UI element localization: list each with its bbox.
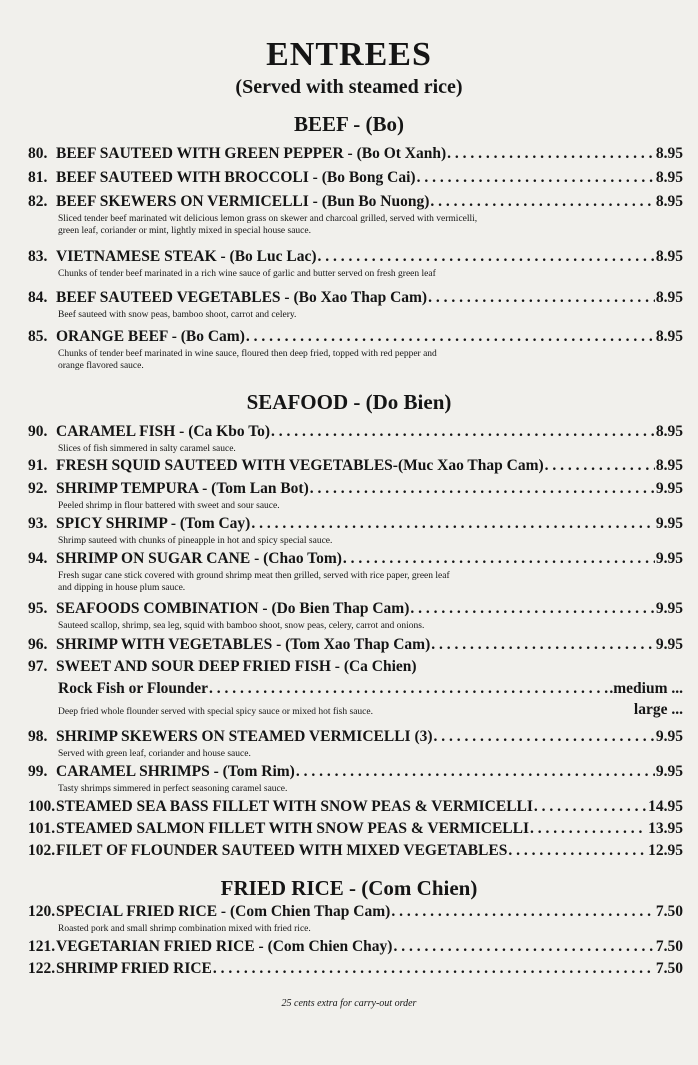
item-number: 95. [28, 600, 48, 617]
dot-leader [447, 145, 655, 163]
item-subname: Rock Fish or Flounder [58, 680, 208, 697]
item-name: BEEF SAUTEED WITH GREEN PEPPER - (Bo Ot Xanh) [56, 145, 447, 162]
item-number: 84. [28, 289, 48, 306]
item-description: Fresh sugar cane stick covered with ground shrimp meat then grilled, served with rice paper, green leaf and dipping in house plum sauce. [58, 571, 450, 593]
dot-leader [271, 423, 655, 441]
section-heading-seafood: SEAFOOD - (Do Bien) [246, 390, 452, 414]
item-price: 9.95 [655, 728, 683, 745]
item-price: 7.50 [655, 960, 683, 977]
menu-item [28, 842, 683, 860]
menu-item [28, 193, 683, 237]
item-description: Tasty shrimps simmered in perfect seasoning caramel sauce. [58, 784, 288, 794]
dot-leader [428, 289, 655, 307]
menu-item [28, 328, 683, 372]
item-price: 7.50 [655, 903, 683, 920]
item-number: 80. [28, 145, 48, 162]
item-price: 14.95 [648, 798, 683, 815]
menu-item [28, 820, 683, 838]
menu-item [28, 763, 683, 795]
item-name: SHRIMP ON SUGAR CANE - (Chao Tom) [56, 550, 342, 567]
dot-leader [391, 903, 655, 921]
item-name: ORANGE BEEF - (Bo Cam) [56, 328, 245, 345]
item-size-medium: .medium ... [609, 680, 683, 697]
item-price: 8.95 [655, 248, 683, 265]
dot-leader [534, 798, 647, 816]
page-title: ENTREES [266, 36, 432, 73]
dot-leader [431, 636, 655, 654]
item-description: Sauteed scallop, shrimp, sea leg, squid with bamboo shoot, snow peas, celery, carrot and onions. [58, 621, 425, 631]
item-number: 120. [28, 903, 56, 920]
item-name: VIETNAMESE STEAK - (Bo Luc Lac) [56, 248, 317, 265]
menu-item [28, 515, 683, 547]
item-name: SHRIMP SKEWERS ON STEAMED VERMICELLI (3) [56, 728, 433, 745]
item-name: SHRIMP TEMPURA - (Tom Lan Bot) [56, 480, 309, 497]
dot-leader [434, 728, 655, 746]
dot-leader [213, 960, 655, 978]
dot-leader [209, 680, 608, 698]
item-description: Served with green leaf, coriander and house sauce. [58, 749, 251, 759]
item-name: SHRIMP FRIED RICE [56, 960, 212, 977]
item-name: CARAMEL SHRIMPS - (Tom Rim) [56, 763, 295, 780]
dot-leader [318, 248, 655, 266]
item-name: FRESH SQUID SAUTEED WITH VEGETABLES-(Muc Xao Thap Cam) [56, 457, 544, 474]
item-number: 121. [28, 938, 56, 955]
item-number: 94. [28, 550, 48, 567]
menu-item [28, 289, 683, 321]
item-number: 82. [28, 193, 48, 210]
item-name: CARAMEL FISH - (Ca Kbo To) [56, 423, 271, 440]
item-description: Sliced tender beef marinated wit delicious lemon grass on skewer and charcoal grilled, served with vermicelli, green leaf, coriander or mint, lightly mixed in special house sauce. [58, 214, 478, 236]
dot-leader [310, 480, 655, 498]
menu-item [28, 169, 683, 187]
item-price: 8.95 [655, 423, 683, 440]
menu-item [28, 798, 683, 816]
item-number: 100. [28, 798, 56, 815]
menu-item [28, 550, 683, 594]
item-number: 81. [28, 169, 48, 186]
dot-leader [296, 763, 655, 781]
item-price: 13.95 [648, 820, 683, 837]
menu-item [28, 903, 683, 935]
dot-leader [343, 550, 655, 568]
item-size-large: large ... [633, 701, 683, 718]
menu-item [28, 728, 683, 760]
item-number: 96. [28, 636, 48, 653]
item-name: SHRIMP WITH VEGETABLES - (Tom Xao Thap Cam) [56, 636, 431, 653]
item-name: VEGETARIAN FRIED RICE - (Com Chien Chay) [56, 938, 393, 955]
item-name: SEAFOODS COMBINATION - (Do Bien Thap Cam) [56, 600, 410, 617]
section-heading-beef: BEEF - (Bo) [293, 112, 405, 136]
item-name: STEAMED SALMON FILLET WITH SNOW PEAS & VERMICELLI [56, 820, 529, 837]
menu-item [28, 600, 683, 632]
item-name: SPECIAL FRIED RICE - (Com Chien Thap Cam) [56, 903, 391, 920]
menu-item [28, 658, 683, 719]
item-name: BEEF SAUTEED VEGETABLES - (Bo Xao Thap Cam) [56, 289, 428, 306]
dot-leader [530, 820, 647, 838]
item-price: 9.95 [655, 636, 683, 653]
page-subtitle: (Served with steamed rice) [235, 76, 463, 98]
menu-item [28, 938, 683, 956]
item-description: Shrimp sauteed with chunks of pineapple in hot and spicy special sauce. [58, 536, 333, 546]
menu-item [28, 636, 683, 654]
item-name: BEEF SAUTEED WITH BROCCOLI - (Bo Bong Cai) [56, 169, 416, 186]
item-description: Chunks of tender beef marinated in wine sauce, floured then deep fried, topped with red pepper and orange flavored sauce. [58, 349, 437, 371]
item-description: Chunks of tender beef marinated in a rich wine sauce of garlic and butter served on fresh green leaf [58, 269, 436, 279]
item-price: 9.95 [655, 480, 683, 497]
dot-leader [545, 457, 655, 475]
item-price: 12.95 [648, 842, 683, 859]
item-price: 8.95 [655, 457, 683, 474]
item-price: 9.95 [655, 550, 683, 567]
menu-item [28, 248, 683, 280]
menu-item [28, 457, 683, 475]
menu-item [28, 960, 683, 978]
item-name: SWEET AND SOUR DEEP FRIED FISH - (Ca Chien) [56, 658, 417, 675]
item-price: 8.95 [655, 289, 683, 306]
item-number: 93. [28, 515, 48, 532]
item-price: 9.95 [655, 600, 683, 617]
item-price: 7.50 [655, 938, 683, 955]
item-description: Beef sauteed with snow peas, bamboo shoot, carrot and celery. [58, 310, 297, 320]
item-description: Slices of fish simmered in salty caramel sauce. [58, 444, 236, 454]
item-number: 92. [28, 480, 48, 497]
dot-leader [417, 169, 655, 187]
item-description: Roasted pork and small shrimp combination mixed with fried rice. [58, 924, 311, 934]
section-heading-fried-rice: FRIED RICE - (Com Chien) [220, 876, 478, 900]
dot-leader [508, 842, 647, 860]
dot-leader [410, 600, 654, 618]
menu-item [28, 145, 683, 163]
dot-leader [251, 515, 655, 533]
item-name: STEAMED SEA BASS FILLET WITH SNOW PEAS & VERMICELLI [56, 798, 533, 815]
item-number: 83. [28, 248, 48, 265]
item-price: 9.95 [655, 515, 683, 532]
item-price: 8.95 [655, 193, 683, 210]
dot-leader [430, 193, 654, 211]
item-name: SPICY SHRIMP - (Tom Cay) [56, 515, 251, 532]
item-price: 9.95 [655, 763, 683, 780]
item-number: 98. [28, 728, 48, 745]
item-price: 8.95 [655, 328, 683, 345]
item-number: 99. [28, 763, 48, 780]
menu-item [28, 480, 683, 512]
item-name: BEEF SKEWERS ON VERMICELLI - (Bun Bo Nuong) [56, 193, 430, 210]
dot-leader [393, 938, 654, 956]
item-price: 8.95 [655, 145, 683, 162]
item-description: Deep fried whole flounder served with special spicy sauce or mixed hot fish sauce. [58, 707, 373, 717]
item-number: 90. [28, 423, 48, 440]
item-number: 101. [28, 820, 56, 837]
item-number: 91. [28, 457, 48, 474]
dot-leader [246, 328, 655, 346]
carry-out-note: 25 cents extra for carry-out order [281, 998, 417, 1009]
item-price: 8.95 [655, 169, 683, 186]
item-name: FILET OF FLOUNDER SAUTEED WITH MIXED VEGETABLES [56, 842, 508, 859]
item-number: 102. [28, 842, 56, 859]
item-number: 85. [28, 328, 48, 345]
item-number: 97. [28, 658, 48, 675]
menu-item [28, 423, 683, 455]
item-description: Peeled shrimp in flour battered with sweet and sour sauce. [58, 501, 280, 511]
item-number: 122. [28, 960, 56, 977]
